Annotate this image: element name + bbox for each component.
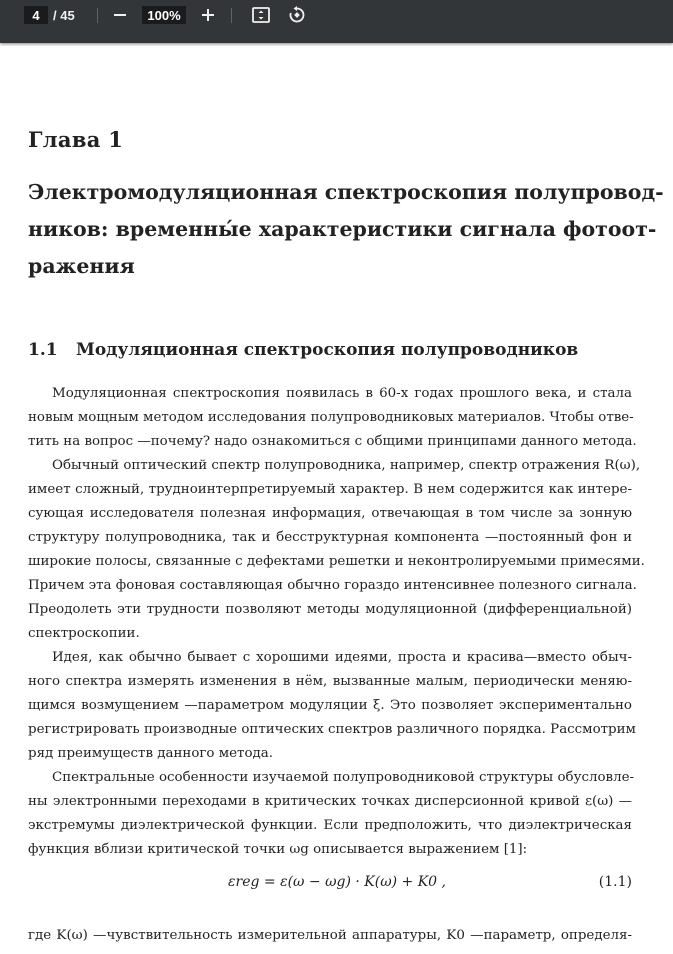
page-total: / 45	[53, 7, 75, 23]
paragraph-line: щимся возмущением —параметром модуляции ξ. Это позволяет экспериментально	[28, 698, 632, 713]
paragraph-line: ряд преимуществ данного метода.	[28, 746, 274, 761]
paragraph-line: Идея, как обычно бывает с хорошими идеями, проста и красива—вместо обыч-	[52, 650, 632, 665]
paragraph-line: спектроскопии.	[28, 626, 140, 641]
equation-number: (1.1)	[598, 874, 632, 890]
paragraph-line: регистрировать производные оптических спектров различного порядка. Рассмотрим	[28, 722, 636, 737]
equation-block	[28, 870, 632, 900]
paragraph-line: Преодолеть эти трудности позволяют методы модуляционной (дифференциальной)	[28, 602, 632, 617]
minus-icon[interactable]	[109, 5, 131, 25]
title-line: ников: временны́е характеристики сигнала фотоот-	[28, 217, 657, 241]
paragraph-line: ного спектра измерять изменения в нём, вызванные малым, периодически меняю-	[28, 674, 632, 689]
title-line: ражения	[28, 254, 135, 278]
section-title: Модуляционная спектроскопия полупроводников	[76, 340, 579, 360]
paragraph-line: широкие полосы, связанные с дефектами решетки и неконтролируемыми примесями.	[28, 554, 645, 569]
toolbar-divider	[97, 8, 98, 23]
fit-page-icon[interactable]	[250, 5, 272, 25]
paragraph-line: Спектральные особенности изучаемой полупроводниковой структуры обусловле-	[52, 770, 635, 785]
section-number: 1.1	[28, 340, 58, 360]
paragraph-line: функция вблизи критической точки ωg описывается выражением [1]:	[28, 842, 528, 857]
paragraph-line: тить на вопрос —почему? надо ознакомиться с общими принципами данного метода.	[28, 434, 637, 449]
rotate-icon[interactable]	[286, 5, 308, 25]
pdf-toolbar	[0, 0, 673, 43]
paragraph-line: ны электронными переходами в критических точках дисперсионной кривой ε(ω) —	[28, 794, 632, 809]
toolbar-divider	[231, 8, 232, 23]
section-heading	[28, 340, 578, 360]
page-number-input[interactable]: 4	[24, 6, 48, 24]
paragraph-line: Причем эта фоновая составляющая обычно гораздо интенсивнее полезного сигнала.	[28, 578, 637, 593]
chapter-title	[28, 174, 664, 285]
paragraph-line: Модуляционная спектроскопия появилась в 60-х годах прошлого века, и стала	[52, 386, 632, 401]
plus-icon[interactable]	[197, 5, 219, 25]
equation-formula: εreg = ε(ω − ωg) · K(ω) + K0 ,	[228, 874, 446, 890]
paragraph-line: экстремумы диэлектрической функции. Если предположить, что диэлектрическая	[28, 818, 632, 833]
zoom-level-input[interactable]: 100%	[142, 6, 186, 24]
paragraph-line: Обычный оптический спектр полупроводника, например, спектр отражения R(ω),	[52, 458, 641, 473]
paragraph-line: имеет сложный, трудноинтерпретируемый характер. В нем содержится как интере-	[28, 482, 632, 497]
paragraph-line: структуру полупроводника, так и бесструктурная компонента —постоянный фон и	[28, 530, 632, 545]
chapter-heading: Глава 1	[28, 127, 124, 152]
document-page	[0, 43, 673, 954]
paragraph-line: новым мощным методом исследования полупроводниковых материалов. Чтобы отве-	[28, 410, 634, 425]
paragraph-line: сующая исследователя полезная информация, отвечающая в том числе за зонную	[28, 506, 632, 521]
paragraph-line: где K(ω) —чувствительность измерительной аппаратуры, K0 —параметр, определя-	[28, 928, 632, 943]
title-line: Электромодуляционная спектроскопия полупровод-	[28, 180, 664, 204]
